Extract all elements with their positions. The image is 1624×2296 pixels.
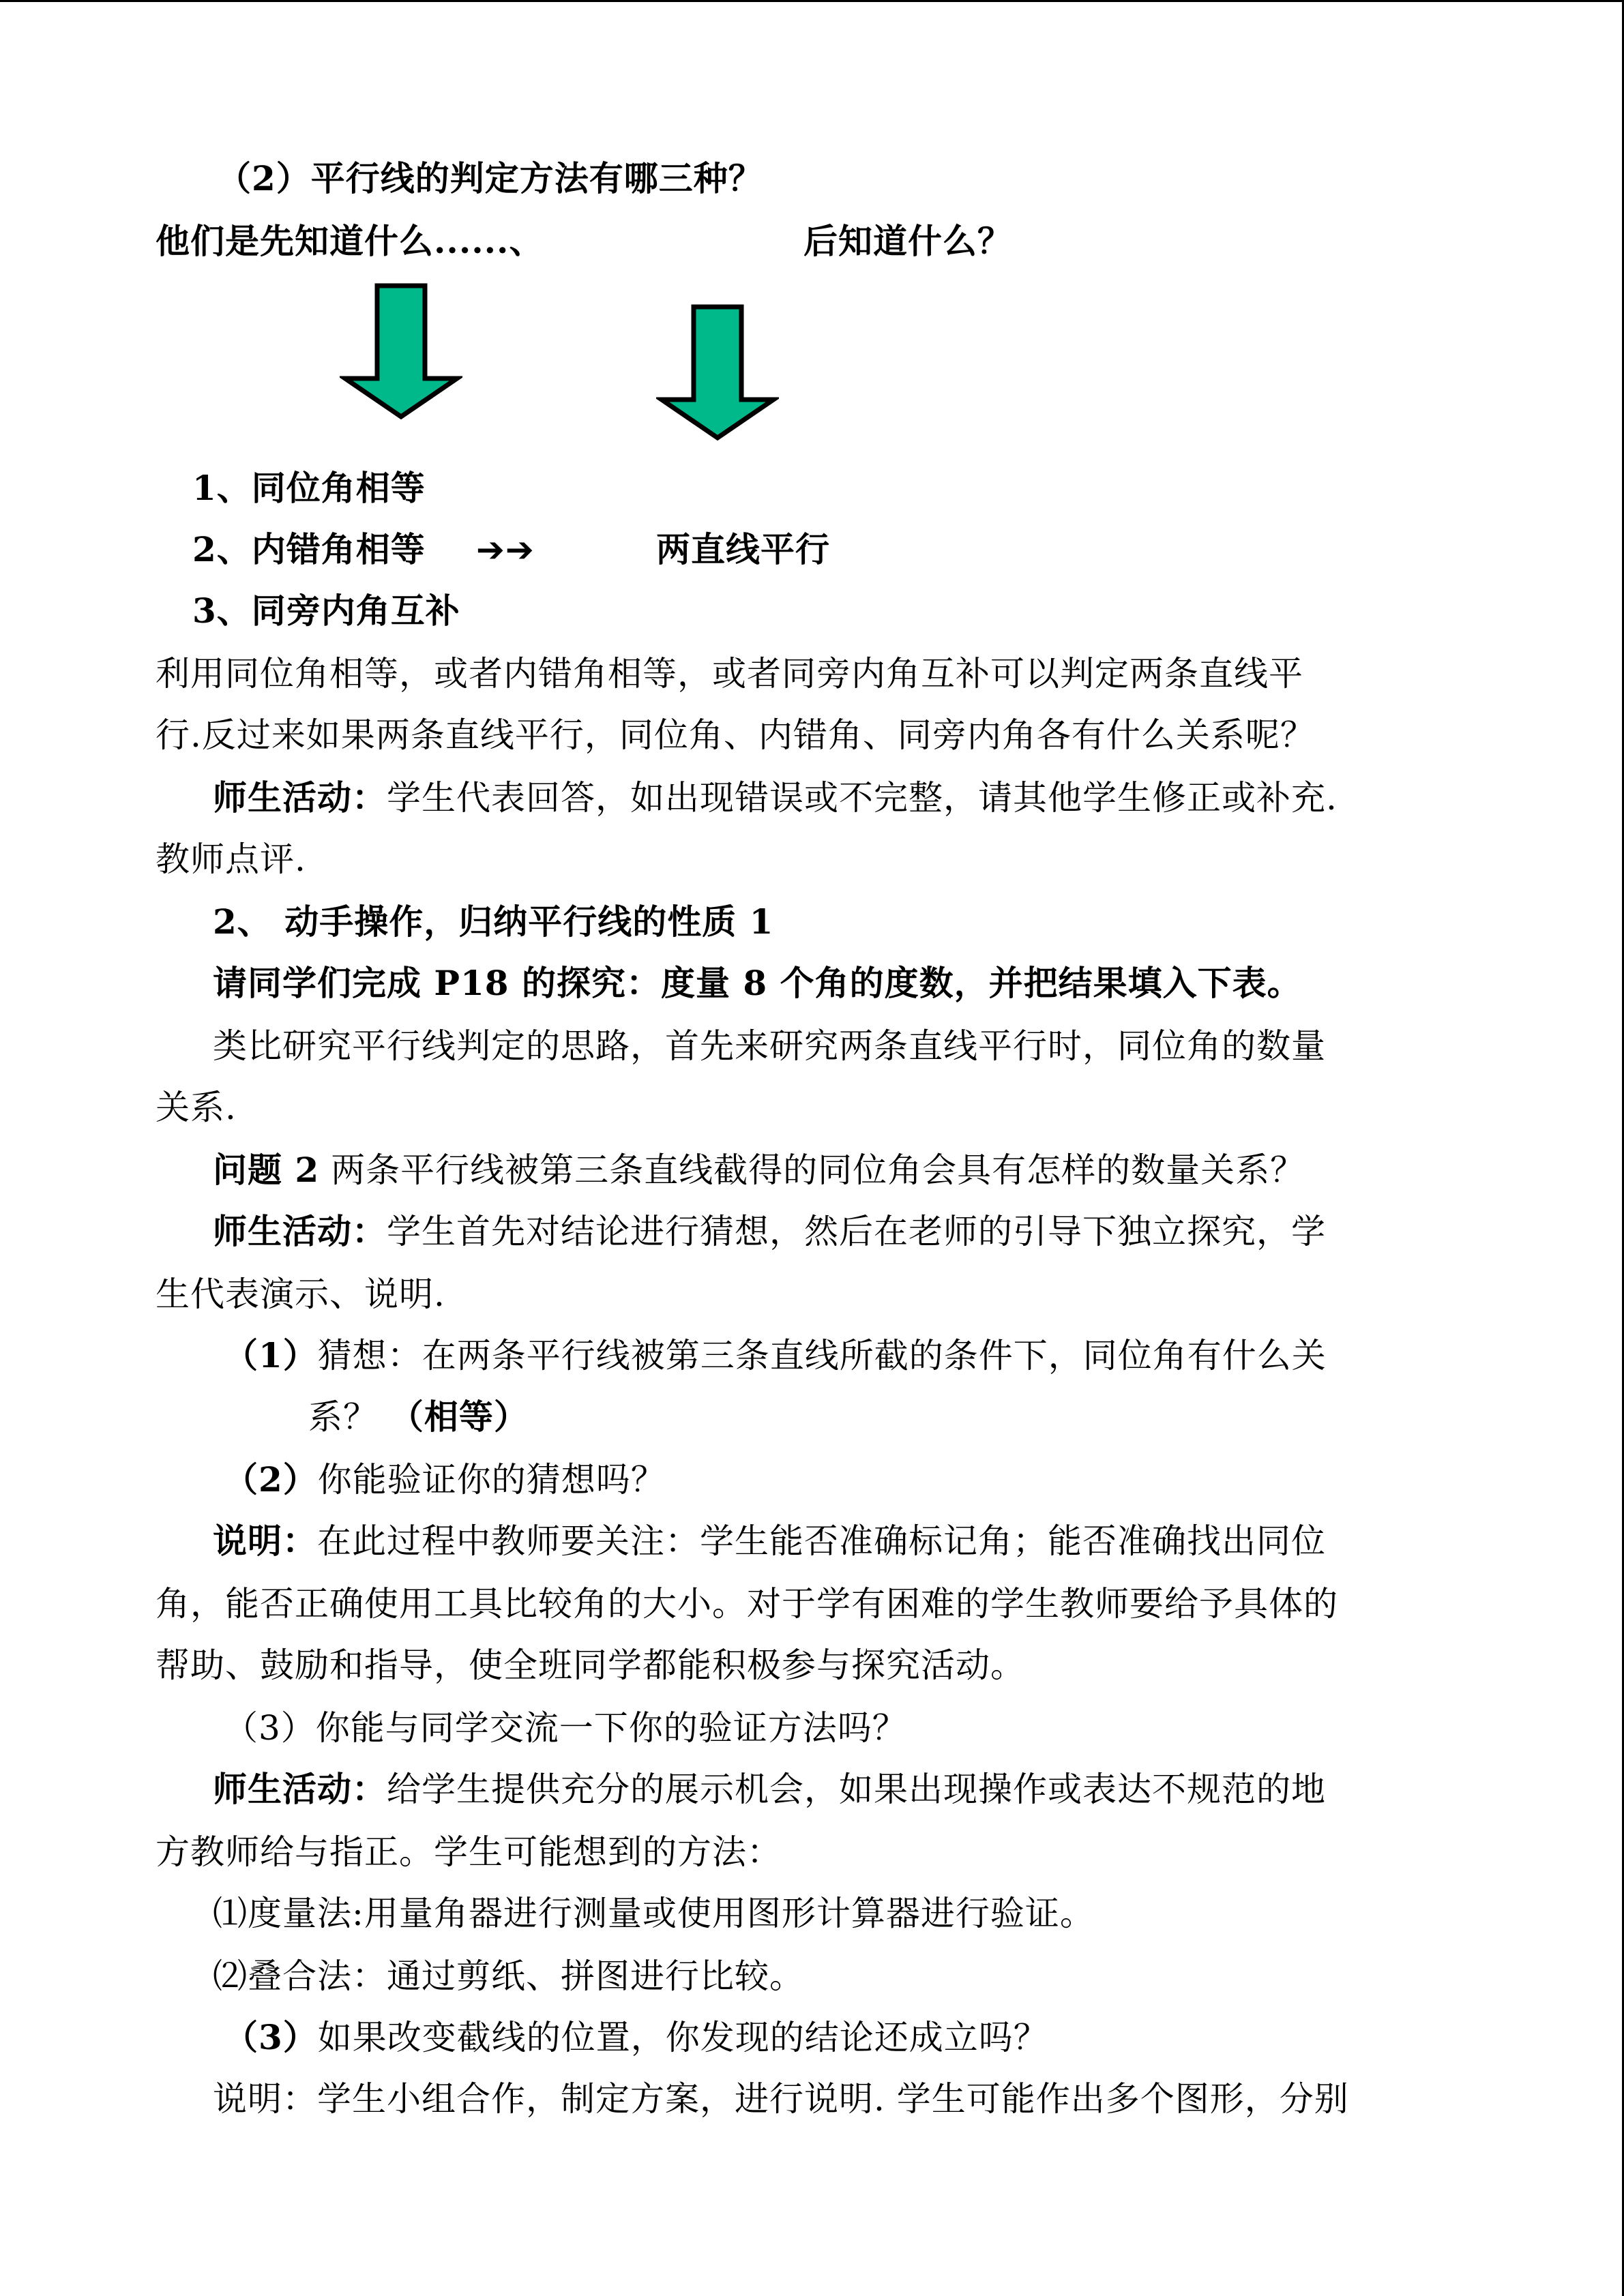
conclusion-parallel: 两直线平行 [656, 529, 830, 569]
section-heading: 2、 动手操作，归纳平行线的性质 1 [213, 901, 774, 942]
sub-question-number: （2） [224, 1459, 318, 1500]
paragraph-line: 角，能否正确使用工具比较角的大小。对于学有困难的学生教师要给予具体的 [156, 1584, 1338, 1624]
paragraph-line: 方教师给与指正。学生可能想到的方法： [156, 1832, 782, 1872]
problem-text: 两条平行线被第三条直线截得的同位角会具有怎样的数量关系？ [319, 1150, 1305, 1190]
task-instruction: 请同学们完成 P18 的探究：度量 8 个角的度数，并把结果填入下表。 [213, 963, 1302, 1003]
paragraph-line: 关系. [156, 1088, 237, 1127]
problem-line [213, 1148, 1305, 1192]
paragraph-line: 类比研究平行线判定的思路，首先来研究两条直线平行时，同位角的数量 [213, 1026, 1326, 1066]
condition-3: 3、同旁内角互补 [192, 591, 460, 631]
sub-question-text: 猜想：在两条平行线被第三条直线所截的条件下，同位角有什么关 [317, 1336, 1327, 1375]
paragraph-line: 生代表演示、说明. [156, 1274, 445, 1314]
sub-question-number: （3） [224, 2017, 318, 2057]
condition-2: 2、内错角相等 [192, 529, 426, 569]
activity-text: 学生代表回答，如出现错误或不完整，请其他学生修正或补充. [387, 778, 1338, 818]
problem-label: 问题 2 [213, 1150, 320, 1190]
note-text: 在此过程中教师要关注：学生能否准确标记角；能否准确找出同位 [317, 1521, 1326, 1561]
sub-question-1-cont [308, 1395, 529, 1439]
answer-equal: （相等） [389, 1397, 529, 1437]
activity-label: 师生活动： [213, 777, 387, 818]
know-later-label: 后知道什么？ [803, 221, 1012, 261]
note-label: 说明： [213, 1521, 317, 1561]
double-arrow-icon: ➔➔ [476, 530, 535, 569]
paragraph-line: 行.反过来如果两条直线平行，同位角、内错角、同旁内角各有什么关系呢？ [156, 715, 1315, 755]
sub-question-3: （3）你能与同学交流一下你的验证方法吗？ [224, 1708, 907, 1748]
sub-question-text: 如果改变截线的位置，你发现的结论还成立吗？ [317, 2018, 1048, 2057]
down-arrow-icon [656, 304, 779, 441]
sub-question-1 [224, 1334, 1327, 1377]
condition-1: 1、同位角相等 [192, 468, 426, 508]
method-2: ⑵叠合法：通过剪纸、拼图进行比较。 [213, 1956, 804, 1996]
paragraph-line: 教师点评. [156, 839, 306, 879]
down-arrow-icon [340, 283, 462, 419]
paragraph-line: 利用同位角相等，或者内错角相等，或者同旁内角互补可以判定两条直线平 [156, 654, 1303, 694]
know-first-label: 他们是先知道什么......、 [156, 221, 544, 261]
activity-text: 给学生提供充分的展示机会，如果出现操作或表达不规范的地 [387, 1770, 1326, 1809]
activity-label: 师生活动： [213, 1211, 387, 1251]
sub-question-number: （1） [224, 1335, 318, 1375]
sub-question-text: 你能验证你的猜想吗？ [317, 1460, 666, 1500]
activity-line [213, 1210, 1326, 1253]
method-1: ⑴度量法:用量角器进行测量或使用图形计算器进行验证。 [213, 1894, 1095, 1933]
sub-question-text: 系？ [308, 1397, 389, 1437]
sub-question-3b [224, 2016, 1048, 2059]
note-line [213, 1519, 1326, 1563]
activity-line [213, 1768, 1326, 1811]
paragraph-line: 说明：学生小组合作，制定方案，进行说明. 学生可能作出多个图形，分别 [213, 2079, 1349, 2119]
sub-question-2 [224, 1458, 666, 1502]
activity-text: 学生首先对结论进行猜想，然后在老师的引导下独立探究，学 [387, 1212, 1326, 1251]
paragraph-line: 帮助、鼓励和指导，使全班同学都能积极参与探究活动。 [156, 1645, 1025, 1685]
activity-line [213, 776, 1338, 820]
activity-label: 师生活动： [213, 1769, 387, 1809]
page-border-top [0, 0, 1624, 2]
question-heading: （2）平行线的判定方法有哪三种？ [217, 158, 763, 198]
